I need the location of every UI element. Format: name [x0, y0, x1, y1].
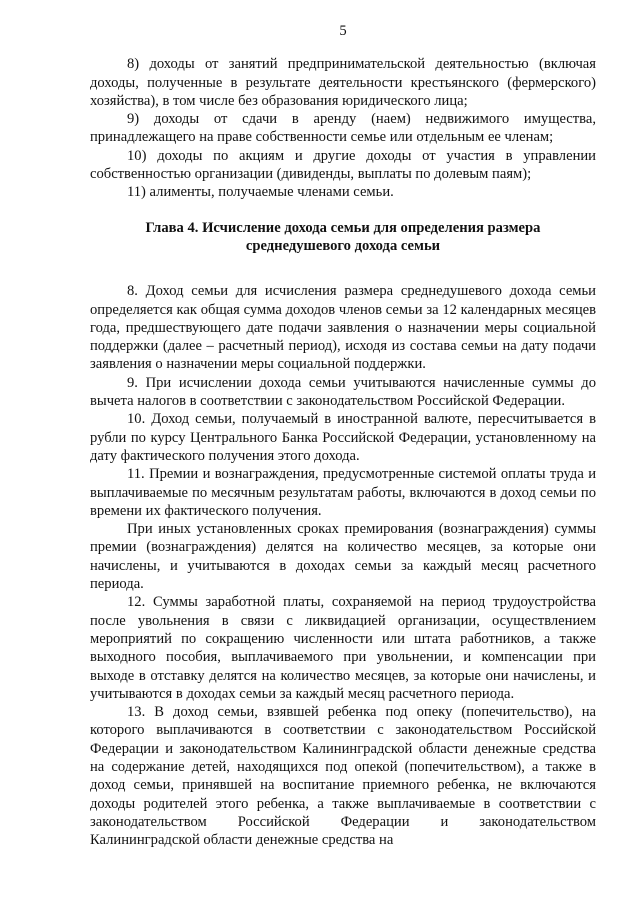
clause-9: 9. При исчислении дохода семьи учитываются начисленные суммы до вычета налогов в соответствии с законодательством Российской Федерации.	[90, 374, 596, 410]
chapter-title	[90, 219, 596, 256]
clause-12: 12. Суммы заработной платы, сохраняемой на период трудоустройства после увольнения в связи с ликвидацией организации, осуществлением мероприятий по сокращению численности или штата работников, а также выходного пособия, выплачиваемого при увольнении, и компенсации при выходе в отставку делятся на количество месяцев, за которые они начислены, и учитываются в доходах семьи за каждый месяц расчетного периода.	[90, 594, 596, 702]
clause-13: 13. В доход семьи, взявшей ребенка под опеку (попечительство), на которого выплачиваются в соответствии с законодательством Российской Федерации и законодательством Калининградской области денежные средства на содержание детей, находящихся под опекой (попечительством), а также в доход семьи, принявшей на воспитание приемного ребенка, не включаются доходы родителей этого ребенка, а также выплачиваемые в соответствии с законодательством Российской Федерации и законодательством Калининградской области денежные средства на	[90, 704, 596, 849]
document-page	[90, 22, 596, 849]
clause-11-continuation: При иных установленных сроках премирования (вознаграждения) суммы премии (вознаграждения) делятся на количество месяцев, за которые они начислены, и учитываются в доходах семьи за каждый месяц расчетного периода.	[90, 521, 596, 593]
chapter-title-line-2: среднедушевого дохода семьи	[245, 237, 441, 254]
clause-11: 11. Премии и вознаграждения, предусмотренные системой оплаты труда и выплачиваемые по месячным результатам работы, включаются в доход семьи по времени их фактического получения.	[90, 466, 596, 519]
list-item-10: 10) доходы по акциям и другие доходы от участия в управлении собственностью организации (дивиденды, выплаты по долевым паям);	[90, 147, 596, 183]
page-number: 5	[339, 23, 347, 39]
list-item-11: 11) алименты, получаемые членами семьи.	[127, 184, 394, 201]
list-item-9: 9) доходы от сдачи в аренду (наем) недвижимого имущества, принадлежащего на праве собственности семье или отдельным ее членам;	[90, 111, 596, 146]
clause-10: 10. Доход семьи, получаемый в иностранной валюте, пересчитывается в рубли по курсу Центрального Банка Российской Федерации, установленному на дату фактического получения этого дохода.	[90, 411, 596, 464]
list-item-8: 8) доходы от занятий предпринимательской деятельностью (включая доходы, полученные в результате деятельности крестьянского (фермерского) хозяйства), в том числе без образования юридического лица;	[90, 56, 596, 109]
clause-8: 8. Доход семьи для исчисления размера среднедушевого дохода семьи определяется как общая сумма доходов членов семьи за 12 календарных месяцев года, предшествующего дате подачи заявления о назначении меры социальной поддержки (далее – расчетный период), исходя из состава семьи на дату подачи заявления о назначении меры социальной поддержки.	[90, 283, 596, 373]
chapter-title-line-1: Глава 4. Исчисление дохода семьи для определения размера	[145, 219, 541, 236]
